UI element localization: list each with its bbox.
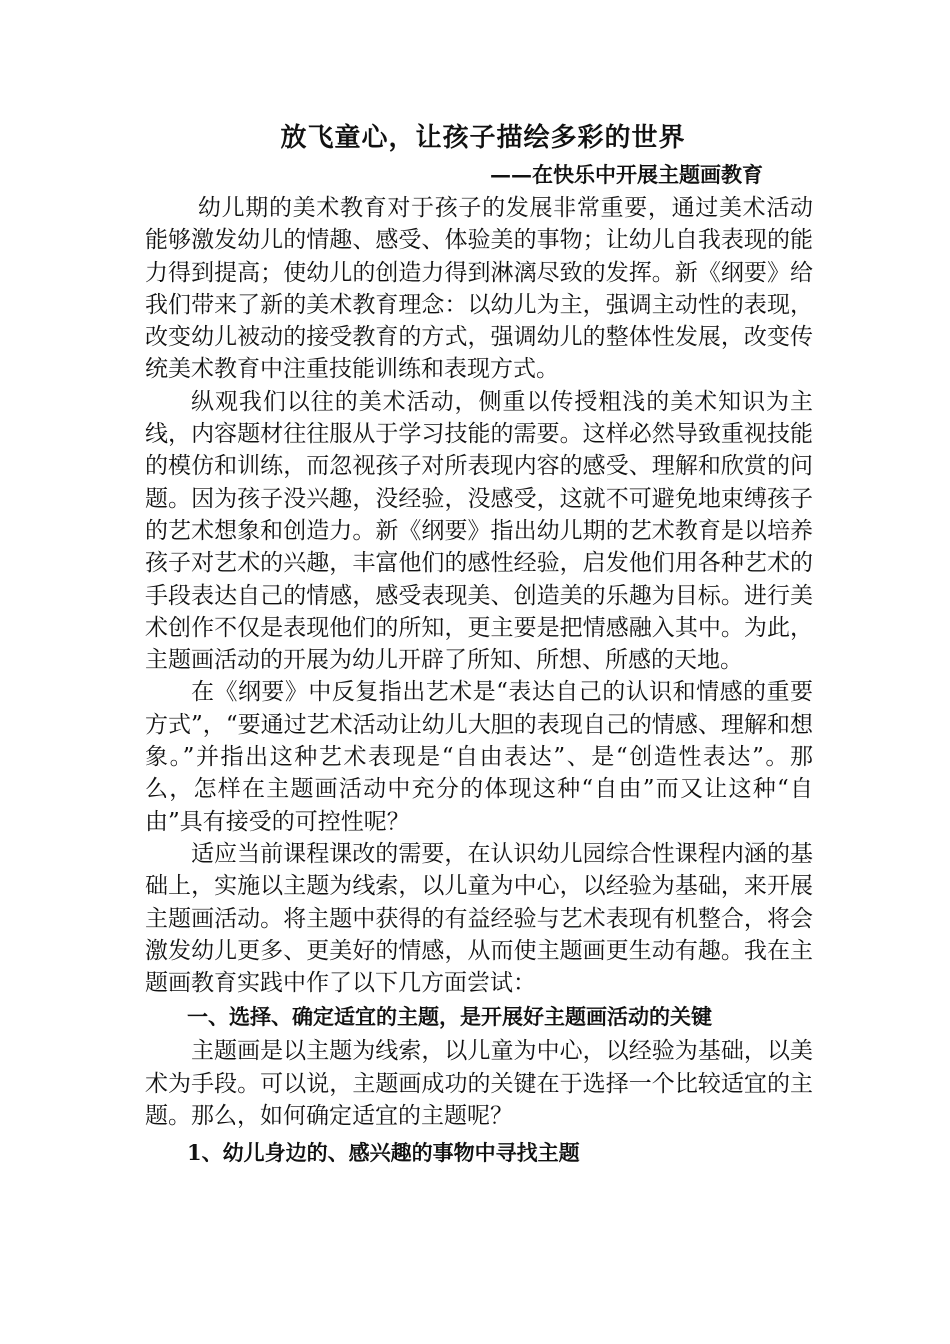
paragraph-practice: 适应当前课程课改的需要，在认识幼儿园综合性课程内涵的基础上，实施以主题为线索，以儿童为中心，以经验为基础，来开展主题画活动。将主题中获得的有益经验与艺术表现有机整合，将会激发幼儿更多、更美好的情感，从而使主题画更生动有趣。我在主题画教育实践中作了以下几方面尝试： bbox=[145, 840, 813, 997]
paragraph-intro: 幼儿期的美术教育对于孩子的发展非常重要，通过美术活动能够激发幼儿的情趣、感受、体验美的事物；让幼儿自我表现的能力得到提高；使幼儿的创造力得到淋漓尽致的发挥。新《纲要》给我们带来了新的美术教育理念：以幼儿为主，强调主动性的表现，改变幼儿被动的接受教育的方式，强调幼儿的整体性发展，改变传统美术教育中注重技能训练和表现方式。 bbox=[145, 195, 813, 383]
document-title: 放飞童心，让孩子描绘多彩的世界 bbox=[280, 123, 686, 153]
paragraph-review: 纵观我们以往的美术活动，侧重以传授粗浅的美术知识为主线，内容题材往往服从于学习技能的需要。这样必然导致重视技能的模仿和训练，而忽视孩子对所表现内容的感受、理解和欣赏的问题。因为孩子没兴趣，没经验，没感受，这就不可避免地束缚孩子的艺术想象和创造力。新《纲要》指出幼儿期的艺术教育是以培养孩子对艺术的兴趣，丰富他们的感性经验，启发他们用各种艺术的手段表达自己的情感，感受表现美、创造美的乐趣为目标。进行美术创作不仅是表现他们的所知，更主要是把情感融入其中。为此，主题画活动的开展为幼儿开辟了所知、所想、所感的天地。 bbox=[145, 388, 813, 674]
section-heading-1: 一、选择、确定适宜的主题，是开展好主题画活动的关键 bbox=[187, 1004, 712, 1030]
paragraph-section-1: 主题画是以主题为线索，以儿童为中心，以经验为基础，以美术为手段。可以说，主题画成功的关键在于选择一个比较适宜的主题。那么，如何确定适宜的主题呢？ bbox=[145, 1038, 813, 1130]
document-subtitle: ——在快乐中开展主题画教育 bbox=[490, 162, 763, 187]
paragraph-guideline: 在《纲要》中反复指出艺术是“表达自己的认识和情感的重要方式”，“要通过艺术活动让幼儿大胆的表现自己的情感、理解和想象。”并指出这种艺术表现是“自由表达”、是“创造性表达”。那么，怎样在主题画活动中充分的体现这种“自由”而又让这种“自由”具有接受的可控性呢？ bbox=[145, 679, 813, 835]
subsection-heading-1: 1、幼儿身边的、感兴趣的事物中寻找主题 bbox=[187, 1140, 580, 1166]
document-body bbox=[145, 118, 813, 1171]
